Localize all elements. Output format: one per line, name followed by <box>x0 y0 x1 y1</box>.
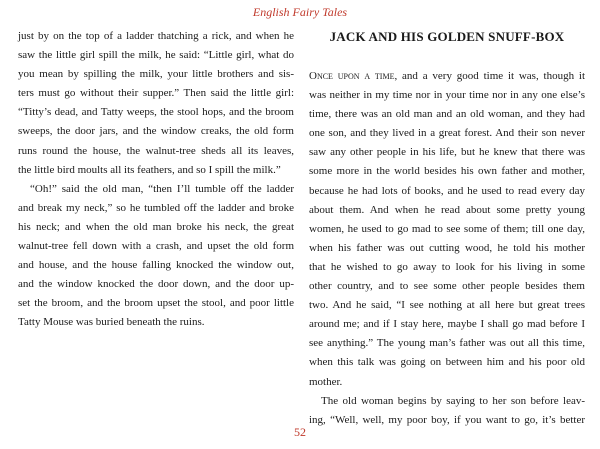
text-line: mother. <box>309 375 343 388</box>
text-line: because he had lots of books, and he used to read every day <box>309 184 585 197</box>
text-line: the little bird moults all its feathers, and so I spill the milk.” <box>18 163 281 176</box>
text-line: one son, and they lived in a great forest. And their son never <box>309 127 585 140</box>
text-line: saw any other people in his life, but he knew that there was <box>309 146 585 159</box>
text-line: saw the little girl spill the milk, he said: “Little girl, what do <box>18 49 294 62</box>
text-line: and house, and the house falling knocked the window out, <box>18 259 294 272</box>
text-line: runs round the house, the walnut-tree sheds all its leaves, <box>18 144 294 157</box>
text-line: when this talk was going on between him and his poor old <box>309 356 585 369</box>
opening-line-rest: , and a very good time it was, though it <box>394 70 585 82</box>
text-line: two. And he said, “I see nothing at all here but great trees <box>309 299 585 312</box>
text-line: his neck; and when the old man broke his neck, the great <box>18 220 294 233</box>
text-line: Tatty Mouse was buried beneath the ruins. <box>18 316 205 329</box>
text-line: about them. And when he read about some pretty young <box>309 203 585 216</box>
left-column <box>18 27 294 333</box>
text-line: “Titty’s dead, and Tatty weeps, the stool hops, and the broom <box>18 106 294 119</box>
text-line: when his father was out cutting wood, he told his mother <box>309 241 585 254</box>
right-column <box>309 27 585 430</box>
chapter-title: JACK AND HIS GOLDEN SNUFF-BOX <box>329 29 565 44</box>
text-line: sweeps, the door jars, and the window creaks, the old form <box>18 125 294 138</box>
opening-smallcaps: Once upon a time <box>309 70 395 82</box>
page-number: 52 <box>294 425 306 439</box>
text-line: just by on the top of a ladder thatching a rick, and when he <box>18 30 294 42</box>
opening-line <box>309 67 585 86</box>
text-line: The old woman begins by saying to her son before leav- <box>321 394 585 407</box>
text-line: around me; and if I stay here, maybe I shall go mad before I <box>309 318 585 331</box>
text-line: ters must go without their supper.” Then said the little girl: <box>18 87 294 100</box>
text-line: time, there was an old man and an old woman, and they had <box>309 108 585 121</box>
text-line: that he wished to go away to look for his living in some <box>309 260 585 273</box>
text-line: see anything.” The young man’s father was out all this time, <box>309 337 585 350</box>
text-line: set the broom, and the broom upset the stool, and poor little <box>18 297 294 310</box>
text-line: ing, “Well, well, my poor boy, if you want to go, it’s better <box>309 413 585 426</box>
text-line: women, he used to go mad to see some of them; till one day, <box>309 222 585 235</box>
text-line: “Oh!” said the old man, “then I’ll tumble off the ladder <box>30 182 294 195</box>
text-line: was neither in my time nor in your time nor in any one else’s <box>309 89 585 102</box>
text-line: walnut-tree fell down with a crash, and upset the old form <box>18 240 294 253</box>
text-line: some more in the world besides his own father and mother, <box>309 165 585 178</box>
text-line: you mean by spilling the milk, your little brothers and sis- <box>18 68 294 81</box>
text-line: and the window knocked the door down, and the door up- <box>18 278 294 291</box>
running-head: English Fairy Tales <box>252 5 348 19</box>
text-line: and break my neck,” so he tumbled off the ladder and broke <box>18 201 294 214</box>
text-line: other country, and to see some other people besides them <box>309 280 585 293</box>
